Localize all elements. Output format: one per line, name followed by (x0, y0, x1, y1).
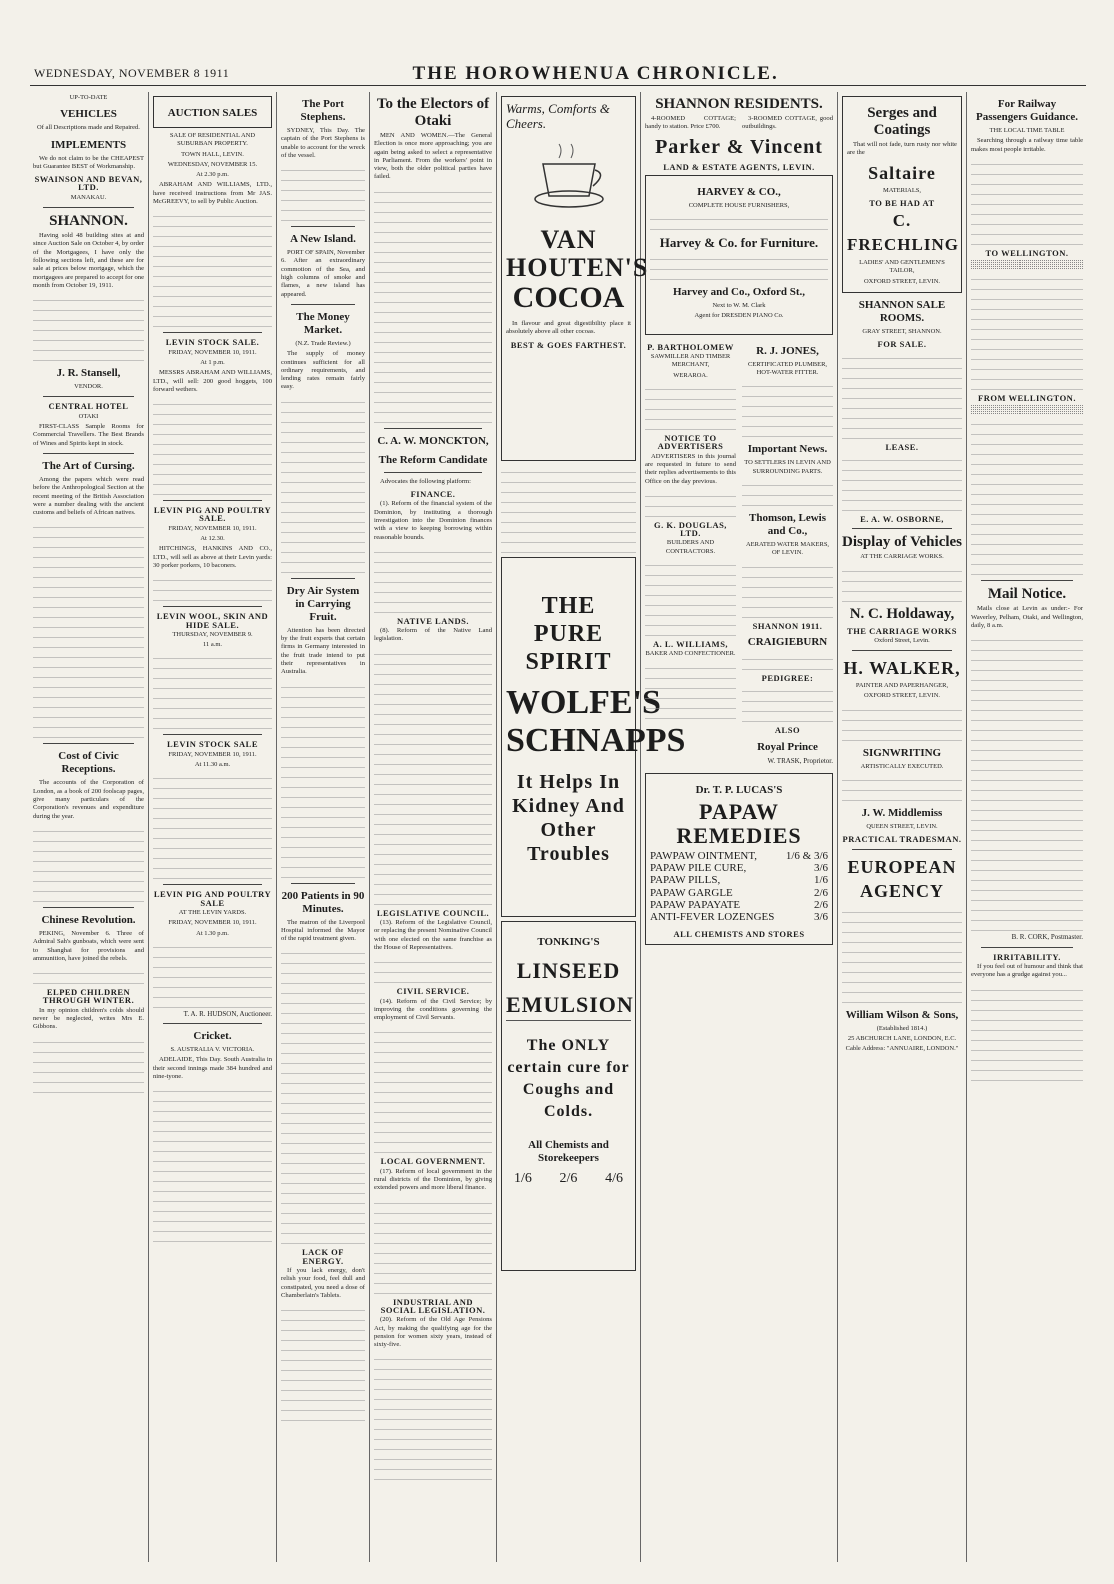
shannon-body: Having sold 48 building sites at and since Auction Sale on October 4, by order of the Mortgagees, I have only the following sections left, and these are for sale at prices below mortgage, which the mortgagees are prepared to accept for one month from October 19, 1911. (33, 232, 144, 289)
newspaper-title: THE HOROWHENUA CHRONICLE. (412, 62, 779, 84)
harvey-name: HARVEY & CO., (697, 185, 781, 198)
stock-body: MESSRS ABRAHAM AND WILLIAMS, LTD., will sell: 200 good hoggets, 100 forward wethers. (153, 369, 272, 393)
shannon-role: VENDOR. (74, 383, 103, 391)
thomson-name: Thomson, Lewis and Co., (748, 512, 827, 538)
masthead (30, 62, 1086, 86)
cottage2: 3-ROOMED COTTAGE, good outbuildings. (742, 115, 833, 131)
timetable-to (971, 260, 1083, 269)
candidate-tag: The Reform Candidate (378, 453, 488, 466)
mail-body: Mails close at Levin as under:- For Waverley, Pelham, Otaki, and Wellington, daily, 8 a.m. (971, 605, 1083, 630)
stallion-name: CRAIGIEBURN (747, 635, 828, 648)
candidate-name: C. A. W. MONCKTON, (377, 434, 489, 447)
irritability-body: If you feel out of humour and think that everyone has a grudge against you... (971, 962, 1083, 979)
douglas-body: BUILDERS AND CONTRACTORS. (665, 539, 716, 555)
stock-time: At 1 p.m. (200, 358, 225, 366)
yards-place: AT THE LEVIN YARDS. (178, 908, 247, 916)
lucas-item: PAPAW PILE CURE, (650, 862, 747, 875)
vanhouten-tag: BEST & GOES FARTHEST. (510, 339, 627, 350)
wool-time: 11 a.m. (202, 641, 223, 649)
lucas-price: 1/6 (813, 874, 828, 887)
jones-role: CERTIFICATED PLUMBER, HOT-WATER FITTER. (747, 360, 828, 377)
european-title: EUROPEAN AGENCY (847, 856, 957, 901)
harvey-sub: COMPLETE HOUSE FURNISHERS, (688, 201, 790, 209)
tonking-product2: EMULSION (506, 992, 634, 1017)
walker-place: OXFORD STREET, LEVIN. (863, 692, 941, 700)
thomson-sub: AERATED WATER MAKERS, OF LEVIN. (745, 541, 830, 557)
column-1 (30, 92, 147, 1562)
civic-title: Cost of Civic Receptions. (58, 750, 119, 776)
lucas-footer: ALL CHEMISTS AND STORES (673, 928, 805, 939)
column-6 (642, 92, 836, 1562)
tonking-tag: The ONLY certain cure for Coughs and Colds. (507, 1037, 630, 1120)
osborne-name: E. A. W. OSBORNE, (860, 513, 944, 524)
chinese-body: PEKING, November 6. Three of Admiral Sah's gunboats, which were sent to Shanghai for provisions and ammunition, have joined the rebels. (33, 929, 144, 962)
local-body: (17). Reform of local government in the rural districts of the Dominion, by giving extended powers and more liberal finance. (374, 1167, 492, 1192)
wool-title: LEVIN WOOL, SKIN AND HIDE SALE. (156, 611, 269, 630)
frechling-place: OXFORD STREET, LEVIN. (863, 277, 941, 285)
civic-body: The accounts of the Corporation of London, as a book of 200 foolscap pages, give many particulars of the Corporation's revenues and expenditure during the year. (33, 779, 144, 820)
finance-title: FINANCE. (410, 489, 456, 500)
yards-date: FRIDAY, NOVEMBER 10, 1911. (168, 919, 257, 927)
lucas-title: Dr. T. P. LUCAS'S (695, 783, 783, 796)
pig-time: At 12.30. (200, 535, 225, 543)
stallion-owner: W. TRASK, Proprietor. (767, 756, 833, 765)
stock2-time: At 11.30 a.m. (194, 761, 231, 769)
native-body: (8). Reform of the Native Land legislation. (374, 627, 492, 643)
rooms-title: SHANNON SALE ROOMS. (858, 299, 946, 325)
wolfes-name: WOLFE'S SCHNAPPS (506, 684, 686, 759)
lucas-item: PAPAW PAPAYATE (650, 899, 741, 912)
vehicles-kicker: UP-TO-DATE (69, 94, 108, 101)
important-title: Important News. (747, 443, 828, 456)
column-8 (968, 92, 1086, 1562)
lucas-item: PAPAW PILLS, (650, 874, 721, 887)
sign-title: SIGNWRITING (862, 746, 942, 759)
rooms-place: GRAY STREET, SHANNON. (862, 328, 942, 336)
saltaire-brand: Saltaire (868, 162, 936, 183)
industrial-body: (20). Reform of the Old Age Pensions Act, by making the qualifying age for the pension for women sixty years, instead of sixty-five. (374, 1316, 492, 1349)
cursing-title: The Art of Cursing. (42, 459, 135, 472)
electors-title: To the Electors of Otaki (376, 96, 490, 129)
cursing-body: Among the papers which were read before the Anthropological Section at the recent meeting of the British Association were a number dealing with the ancient customs and beliefs of African natives. (33, 475, 144, 517)
walker-name: H. WALKER, (843, 658, 961, 679)
column-4 (371, 92, 495, 1562)
wilson-address: 25 ABCHURCH LANE, LONDON, E.C. (847, 1034, 957, 1042)
elped-body: In my opinion children's colds should never be neglected, writes Mrs E. Gibbons. (33, 1006, 144, 1031)
holdaway-name: N. C. Holdaway, (849, 605, 955, 622)
lucas-price: 2/6 (813, 886, 828, 899)
williams-name: A. L. WILLIAMS, (652, 639, 729, 650)
railway-sub: THE LOCAL TIME TABLE (989, 127, 1065, 134)
tonking-price: 4/6 (605, 1171, 623, 1186)
railway-to: TO WELLINGTON. (985, 247, 1069, 258)
dry-title: Dry Air System in Carrying Fruit. (286, 584, 360, 623)
postmaster: B. R. CORK, Postmaster. (1011, 933, 1083, 942)
civil-title: CIVIL SERVICE. (396, 986, 470, 997)
shannon-vendor: J. R. Stansell, (56, 367, 121, 380)
vehicles-body: We do not claim to be the CHEAPEST but Guarantee BEST of Workmanship. (33, 154, 144, 170)
council-title: LEGISLATIVE COUNCIL. (376, 907, 490, 918)
civil-body: (14). Reform of the Civil Service; by improving the conditions governing the employment of Civil Servants. (374, 997, 492, 1022)
frechling-name: C. FRECHLING (847, 211, 959, 255)
column-7 (839, 92, 965, 1562)
finance-body: (1). Reform of the financial system of the Dominion, by instituting a thorough investigation into the Dominion finances with a view to keeping borrowing within reasonable bounds. (374, 500, 492, 541)
harvey-slogan: Harvey & Co. for Furniture. (659, 235, 819, 251)
vanhouten-body: In flavour and great digestibility place it absolutely above all other cocoas. (506, 320, 631, 336)
shannon1911-title: SHANNON 1911. (752, 620, 823, 631)
lucas-item: PAWPAW OINTMENT, (650, 849, 758, 862)
patients-body: The matron of the Liverpool Hospital informed the Mayor of the rapid treatment given. (281, 918, 365, 943)
serges-title: Serges and Coatings (867, 105, 937, 138)
bartholomew-role: SAWMILLER AND TIMBER MERCHANT, (650, 353, 731, 369)
column-2 (150, 92, 275, 1562)
implements-title: IMPLEMENTS (50, 138, 127, 151)
cricket-body: ADELAIDE, This Day. South Australia in their second innings made 384 hundred and nine-tyone. (153, 1056, 272, 1080)
sign-sub: ARTISTICALLY EXECUTED. (860, 762, 944, 770)
sale1-title: SALE OF RESIDENTIAL AND SUBURBAN PROPERTY. (169, 132, 256, 148)
railway-from: FROM WELLINGTON. (978, 393, 1076, 404)
sale1-place: TOWN HALL, LEVIN. (181, 150, 244, 158)
tonking-sub: All Chemists and Storekeepers (528, 1139, 609, 1164)
cottage1: 4-ROOMED COTTAGE; handy to station. Price £700. (645, 115, 736, 131)
lucas-ad (645, 773, 833, 945)
vehicles-place: MANAKAU. (70, 193, 107, 201)
vanhouten-top: Warms, Comforts & Cheers. (506, 101, 610, 131)
column-3 (278, 92, 368, 1562)
sale1-body: ABRAHAM AND WILLIAMS, LTD., have received instructions from Mr JAS. McGREEVY, to sell by Public Auction. (153, 181, 272, 206)
railway-title: For Railway Passengers Guidance. (975, 98, 1079, 123)
mail-title: Mail Notice. (987, 586, 1067, 603)
lucas-price: 3/6 (813, 862, 828, 875)
yards-title: LEVIN PIG AND POULTRY SALE (153, 889, 272, 908)
island-body: PORT OF SPAIN, November 6. After an extraordinary commotion of the Sea, and high columns of smoke and flames, a new island has appeared. (281, 249, 365, 298)
wilson-cable: Cable Address: "ANNUAIRE, LONDON." (845, 1045, 959, 1053)
frechling-role: LADIES' AND GENTLEMEN'S TAILOR, (859, 259, 945, 275)
yards-time: At 1.30 p.m. (196, 929, 229, 937)
harvey-ad (645, 175, 833, 335)
jones-name: R. J. JONES, (756, 344, 819, 357)
industrial-title: INDUSTRIAL AND SOCIAL LEGISLATION. (380, 1296, 486, 1315)
money-title: The Money Market. (296, 310, 350, 336)
tonking-price: 2/6 (559, 1171, 578, 1186)
elped-title: ELPED CHILDREN THROUGH WINTER. (42, 987, 135, 1006)
wolfes-sub: It Helps In Kidney And Other Troubles (512, 771, 625, 865)
wolfes-spirit: THE PURE SPIRIT (525, 593, 612, 675)
notice-body: ADVERTISERS in this journal are requested in future to send their replies advertisements to this Office on the day previous. (645, 452, 736, 485)
williams-sub: BAKER AND CONFECTIONER. (645, 650, 736, 658)
serges-to: TO BE HAD AT (869, 197, 935, 208)
display-title: Display of Vehicles (842, 534, 963, 551)
island-title: A New Island. (290, 233, 356, 246)
tonking-price: 1/6 (514, 1171, 532, 1186)
important-sub: TO SETTLERS IN LEVIN AND SURROUNDING PARTS. (744, 459, 831, 475)
middlemiss-name: J. W. Middlemiss (861, 807, 943, 820)
lease-label: LEASE. (885, 441, 919, 452)
serges-ad (842, 96, 962, 293)
tonking-ad (501, 921, 636, 1271)
timetable-from (971, 405, 1083, 414)
electors-body: MEN AND WOMEN.—The General Election is once more approaching; you are again being asked to select a representative in Parliament. From the workers' point in view, both the older political parties have failed. (374, 132, 492, 181)
lucas-item: PAPAW GARGLE (650, 886, 733, 899)
money-body: The supply of money continues sufficient for all ordinary requirements, and lending rates remain fairly easy. (281, 350, 365, 391)
lucas-price: 3/6 (813, 911, 828, 924)
wilson-name: William Wilson & Sons, (845, 1008, 959, 1021)
money-sub: (N.Z. Trade Review.) (295, 339, 351, 347)
vehicles-sub: Of all Descriptions made and Repaired. (37, 124, 140, 132)
vanhouten-product: COCOA (512, 281, 625, 314)
holdaway-sub: THE CARRIAGE WORKS (847, 625, 957, 636)
serges-sub: MATERIALS, (882, 186, 922, 194)
portstephens-body: SYDNEY, This Day. The captain of the Port Stephens is unable to account for the wreck of the vessel. (281, 127, 365, 159)
sale1-time: At 2.30 p.m. (196, 171, 229, 179)
native-title: NATIVE LANDS. (397, 615, 469, 626)
display-sub: AT THE CARRIAGE WORKS. (860, 553, 944, 561)
tonking-product1: LINSEED (516, 958, 621, 983)
lack-title: LACK OF ENERGY. (302, 1247, 344, 1266)
lucas-price: 2/6 (813, 899, 828, 912)
stallion2-name: Royal Prince (757, 740, 818, 753)
stock2-title: LEVIN STOCK SALE (167, 739, 258, 750)
patients-title: 200 Patients in 90 Minutes. (281, 889, 365, 915)
parker-vincent: Parker & Vincent (655, 135, 823, 158)
vanhouten-brand: VAN HOUTEN'S (506, 225, 649, 282)
candidate-body: Advocates the following platform: (380, 477, 472, 485)
pedigree-label: PEDIGREE: (761, 672, 814, 683)
also-label: ALSO (774, 725, 801, 736)
pig-body: HITCHINGS, HANKINS AND CO., LTD., will sell as above at their Levin yards: 30 porker porkers, 10 baconers. (153, 545, 272, 569)
harvey-address: Harvey and Co., Oxford St., (673, 286, 805, 299)
lucas-brand: PAPAW REMEDIES (676, 798, 802, 848)
harvey-near: Next to W. M. Clark (712, 302, 766, 310)
serges-body: That will not fade, turn rusty nor white are the (847, 141, 957, 157)
middlemiss-place: QUEEN STREET, LEVIN. (866, 823, 938, 831)
cricket-sub: S. AUSTRALIA V. VICTORIA. (170, 1046, 255, 1054)
cup-icon (506, 131, 631, 226)
shannon-title: SHANNON. (49, 213, 128, 230)
lucas-price: 1/6 & 3/6 (785, 849, 828, 862)
lack-body: If you lack energy, don't relish your food, feel dull and constipated, you need a dose of Chamberlain's Tablets. (281, 1267, 365, 1299)
stock2-date: FRIDAY, NOVEMBER 10, 1911. (168, 750, 257, 758)
vehicles-firm: SWAINSON AND BEVAN, LTD. (34, 174, 143, 193)
wilson-est: (Established 1814.) (876, 1024, 928, 1032)
bartholomew-name: P. BARTHOLOMEW (647, 341, 734, 352)
council-body: (13). Reform of the Legislative Council, or replacing the present Nominative Council with one elected on the same franchise as the House of Representatives. (374, 919, 492, 951)
stock-date: FRIDAY, NOVEMBER 10, 1911. (168, 348, 257, 356)
notice-title: NOTICE TO ADVERTISERS (657, 433, 724, 452)
sale1-date: WEDNESDAY, NOVEMBER 15. (167, 160, 258, 168)
holdaway-place: Oxford Street, Levin. (874, 636, 930, 644)
lucas-item: ANTI-FEVER LOZENGES (650, 911, 775, 924)
forsale-label: FOR SALE. (877, 339, 927, 350)
tonking-name: TONKING'S (537, 936, 600, 948)
walker-role: PAINTER AND PAPERHANGER, (855, 682, 949, 690)
cricket-title: Cricket. (193, 1030, 232, 1043)
pig-date: FRIDAY, NOVEMBER 10, 1911. (168, 524, 257, 532)
auction-title: AUCTION SALES (167, 107, 258, 119)
douglas-name: G. K. DOUGLAS, LTD. (654, 519, 727, 539)
issue-date: WEDNESDAY, NOVEMBER 8 1911 (34, 66, 230, 80)
agent-sub: LAND & ESTATE AGENTS, LEVIN. (663, 161, 815, 172)
hotel-body: FIRST-CLASS Sample Rooms for Commercial Travellers. The Best Brands of Wines and Spirits kept in stock. (33, 423, 144, 447)
chinese-title: Chinese Revolution. (41, 913, 136, 926)
middlemiss-role: PRACTICAL TRADESMAN. (842, 834, 962, 845)
harvey-agent: Agent for DRESDEN PIANO Co. (694, 312, 784, 320)
hotel-title: CENTRAL HOTEL (48, 401, 129, 412)
residents-title: SHANNON RESIDENTS. (655, 96, 823, 112)
stock-title: LEVIN STOCK SALE. (165, 337, 260, 348)
vehicles-title: VEHICLES (60, 108, 117, 121)
irritability-title: IRRITABILITY. (993, 951, 1061, 962)
railway-body: Searching through a railway time table makes most people irritable. (971, 137, 1083, 153)
hotel-place: OTAKI (78, 412, 99, 420)
vanhouten-ad (501, 96, 649, 461)
portstephens-title: The Port Stephens. (300, 98, 346, 123)
bartholomew-place: WERAROA. (673, 371, 708, 379)
dry-body: Attention has been directed by the fruit experts that certain firms in Germany interested in the fruit trade intend to put their representatives in Australia. (281, 626, 365, 676)
pig-title: LEVIN PIG AND POULTRY SALE. (153, 505, 272, 524)
yards-firm: T. A. R. HUDSON, Auctioneer. (183, 1009, 272, 1018)
wool-date: THURSDAY, NOVEMBER 9. (172, 630, 253, 638)
local-title: LOCAL GOVERNMENT. (380, 1156, 486, 1167)
